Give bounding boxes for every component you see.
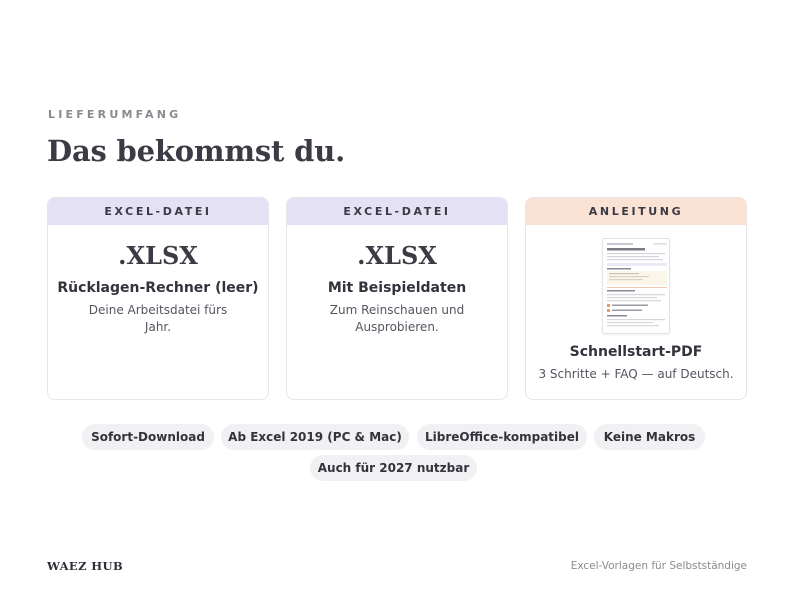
card-title: Rücklagen-Rechner (leer) (57, 280, 259, 296)
feature-pill-2027: Auch für 2027 nutzbar (310, 455, 477, 481)
file-extension-label: .XLSX (118, 241, 198, 270)
card-title: Mit Beispieldaten (327, 280, 467, 296)
card-description: Zum Reinschauen und Ausprobieren. (329, 303, 465, 334)
card-description: 3 Schritte + FAQ — auf Deutsch. (538, 367, 734, 381)
card-badge: ANLEITUNG (526, 198, 746, 225)
feature-pill-libreoffice: LibreOffice-kompatibel (417, 424, 587, 450)
card-title: Schnellstart-PDF (569, 344, 703, 360)
feature-pill-no-macros: Keine Makros (594, 424, 705, 450)
card-excel-empty (47, 197, 269, 400)
footer-tagline: Excel-Vorlagen für Selbstständige (570, 560, 747, 572)
brand-logo: WAEZ HUB (47, 559, 124, 573)
file-extension-label: .XLSX (357, 241, 437, 270)
card-excel-sample (286, 197, 508, 400)
feature-pill-instant-download: Sofort-Download (82, 424, 214, 450)
feature-pill-excel-version: Ab Excel 2019 (PC & Mac) (221, 424, 409, 450)
page-title: Das bekommst du. (47, 134, 345, 168)
card-quickstart-guide (525, 197, 747, 400)
card-description: Deine Arbeitsdatei fürs Jahr. (88, 303, 228, 334)
card-badge: EXCEL-DATEI (287, 198, 507, 225)
card-badge: EXCEL-DATEI (48, 198, 268, 225)
section-eyebrow: LIEFERUMFANG (48, 108, 182, 121)
pdf-document-preview-icon (602, 238, 670, 334)
